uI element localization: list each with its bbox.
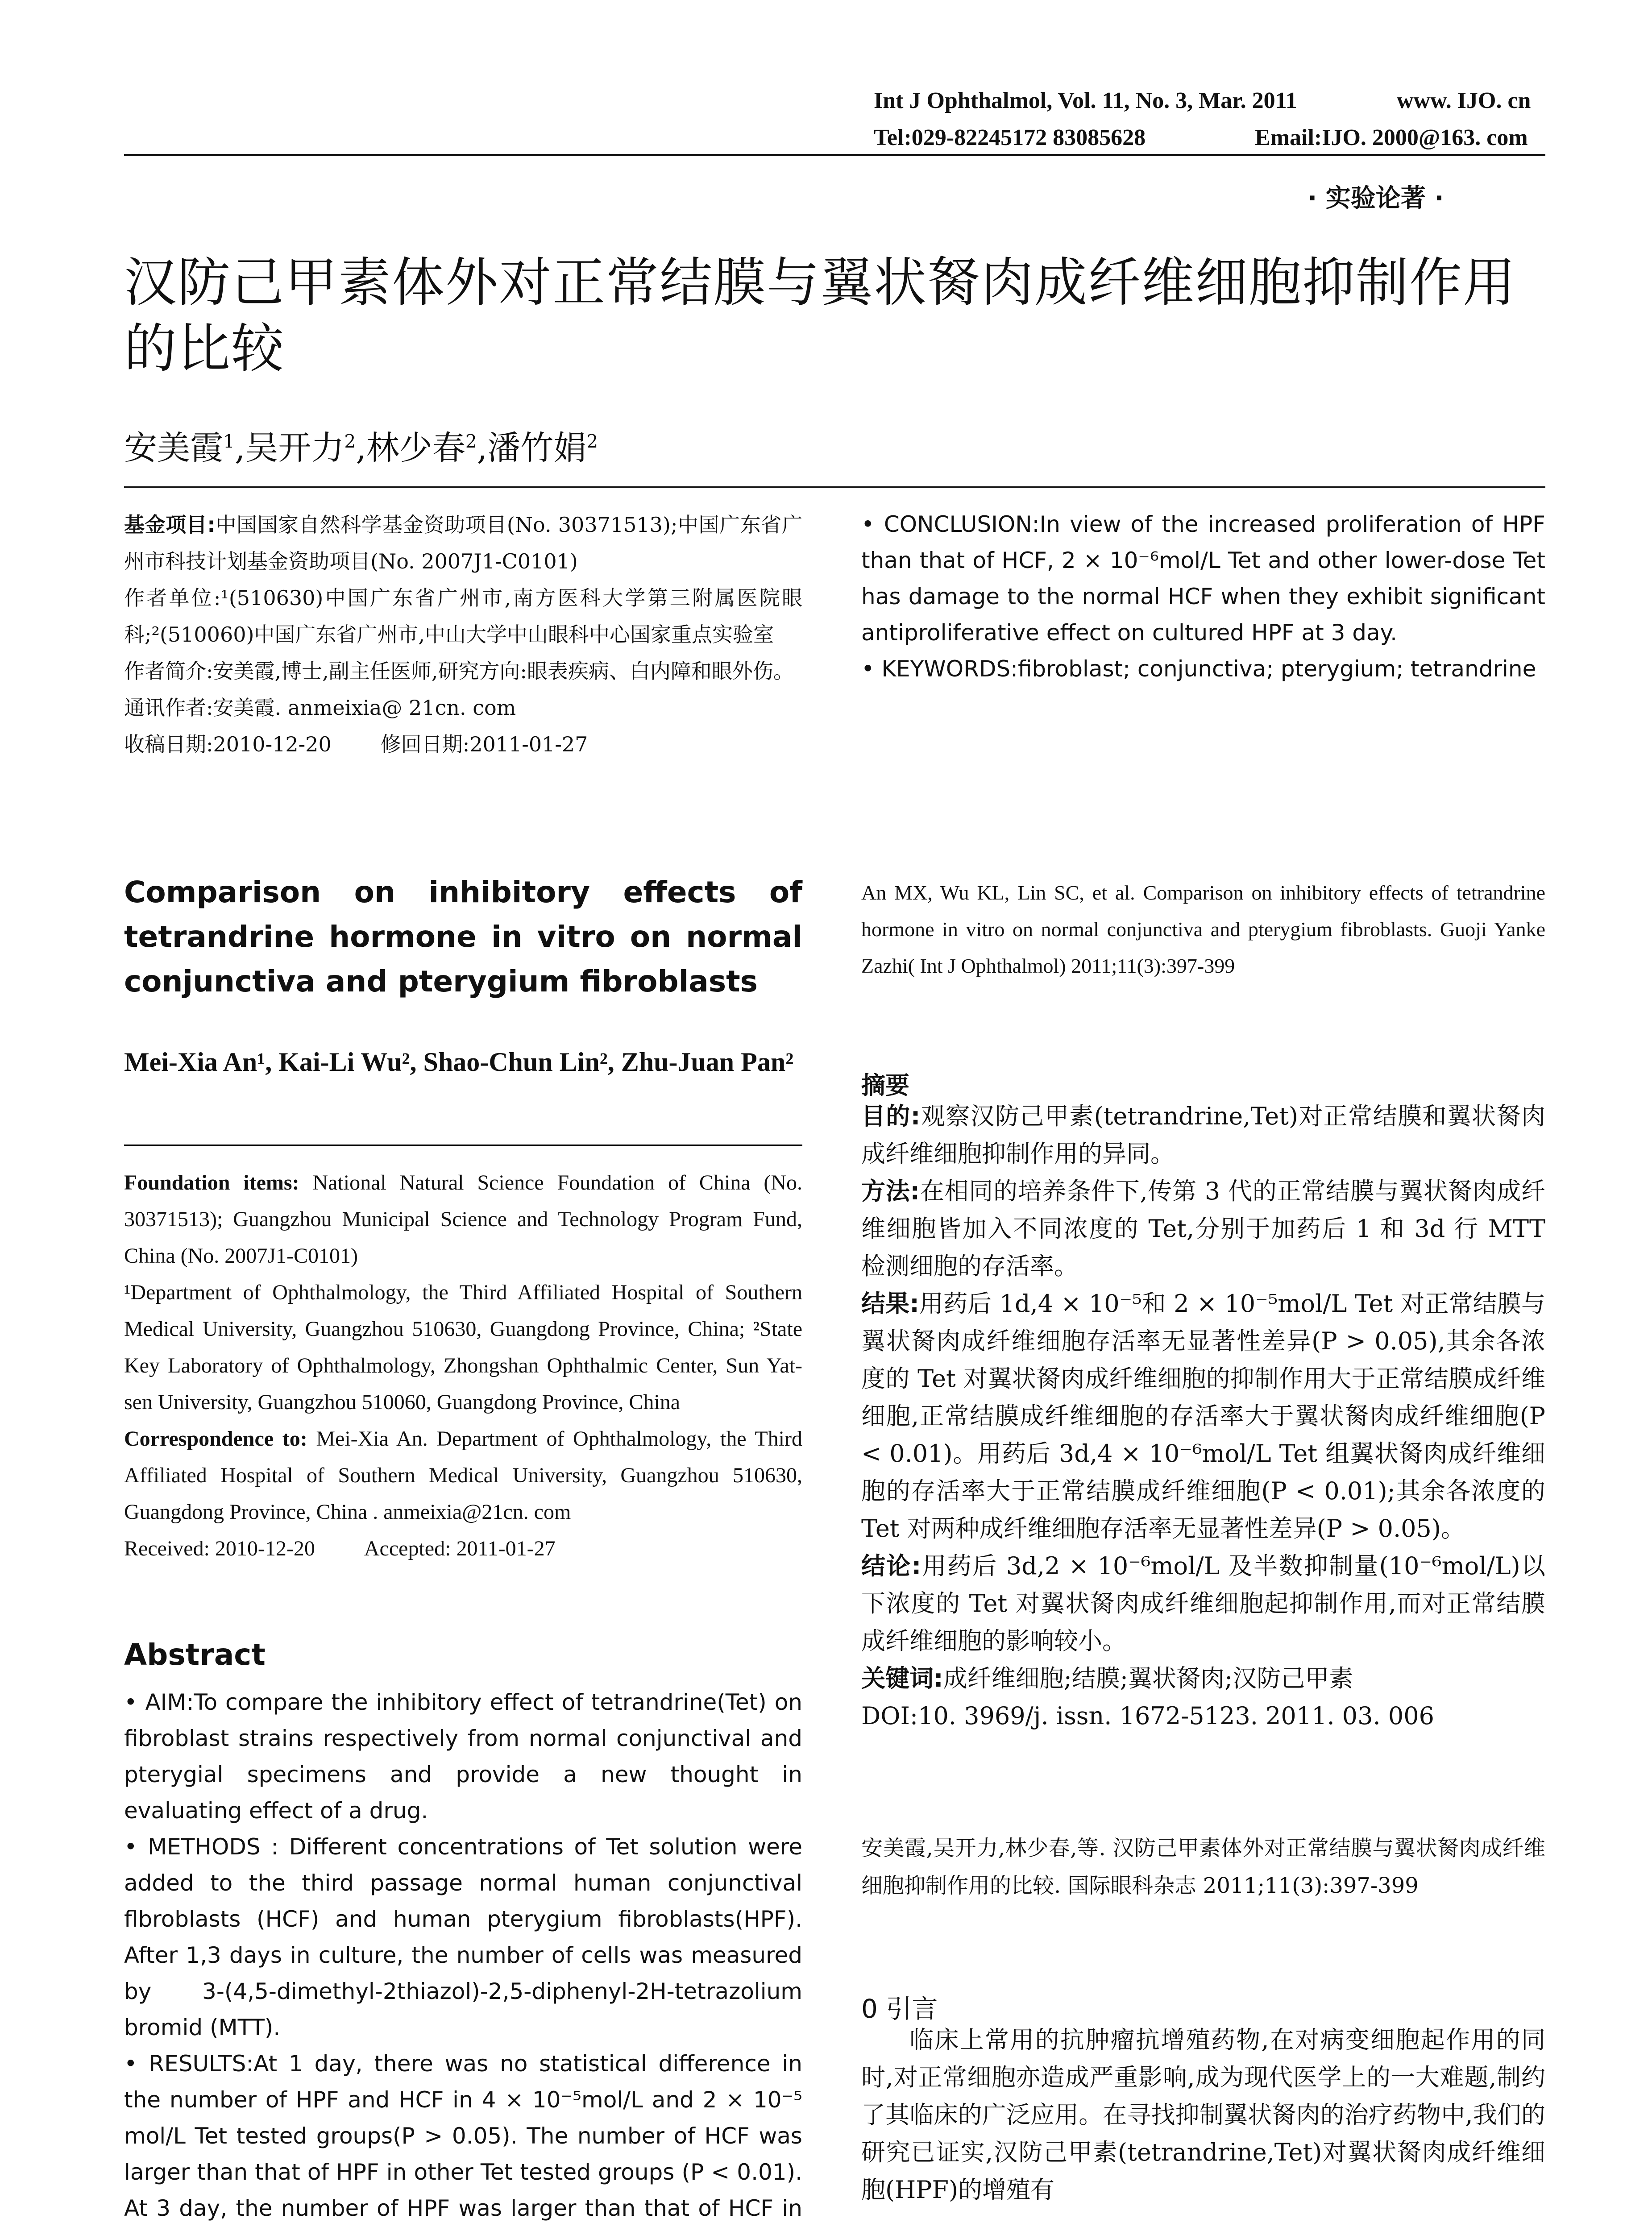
- aim-text: To compare the inhibitory effect of tetrandrine(Tet) on fibroblast strains respectively from normal conjunctival and pterygial specimens and provide a new thought in evaluating effect of a drug.: [124, 1689, 802, 1824]
- zh-aim-label: 目的:: [861, 1102, 921, 1130]
- zh-methods: [861, 1173, 1545, 1285]
- english-author-list: Mei-Xia An¹, Kai-Li Wu², Shao-Chun Lin², Zhu-Juan Pan²: [124, 1047, 794, 1077]
- author-list-cn: 安美霞$^1$,吴开力$^2$,林少春$^2$,潘竹娟$^2$: [124, 429, 598, 467]
- author-bio-text: 安美霞,博士,副主任医师,研究方向:眼表疾病、白内障和眼外伤。: [213, 659, 794, 683]
- english-title: Comparison on inhibitory effects of tetrandrine hormone in vitro on normal conjunctiva and pterygium fibroblasts: [124, 875, 802, 999]
- results-label: • RESULTS:: [124, 2051, 254, 2077]
- abstract-conclusion: [861, 506, 1545, 651]
- foundation-text: National Natural Science Foundation of China (No. 30371513); Guangzhou Municipal Science and Technology Program Fund, China (No. 2007J1-C0101): [124, 1171, 802, 1268]
- english-authors-rule: [124, 1145, 802, 1146]
- correspondence-note-cn: [124, 689, 802, 726]
- received-label-cn: 收稿日期:: [124, 732, 213, 756]
- doi-line: DOI:10. 3969/j. issn. 1672-5123. 2011. 03. 006: [861, 1702, 1434, 1730]
- english-front-matter: [124, 1165, 802, 1567]
- zh-aim: [861, 1098, 1545, 1173]
- correspondence-text-en: Mei-Xia An. Department of Ophthalmology, the Third Affiliated Hospital of Southern Medical University, Guangzhou 510630, Guangdong Province, China . anmeixia@21cn. com: [124, 1427, 803, 1524]
- abstract-results: [124, 2046, 802, 2231]
- zh-conclusion-text: 用药后 3d,2 × 10⁻⁶mol/L 及半数抑制量(10⁻⁶mol/L)以下浓度的 Tet 对翼状胬肉成纤维细胞起抑制作用,而对正常结膜成纤维细胞的影响较小。: [861, 1552, 1545, 1655]
- accepted-label-en: Accepted:: [364, 1537, 451, 1560]
- zh-methods-label: 方法:: [861, 1177, 920, 1205]
- citation-chinese: [861, 1829, 1545, 1904]
- abstract-aim: [124, 1684, 802, 1829]
- methods-text: Different concentrations of Tet solution were added to the third passage normal human conjunctival flbroblasts (HCF) and human pterygium fibroblasts(HPF). After 1,3 days in culture, the number of cells was measured by 3-(4,5-dimethyl-2thiazol)-2,5-diphenyl-2H-tetrazolium bromid (MTT).: [124, 1834, 802, 2040]
- zh-keywords: [861, 1660, 1545, 1697]
- received-date-cn: 2010-12-20: [213, 732, 332, 756]
- zh-keywords-text: 成纤维细胞;结膜;翼状胬肉;汉防己甲素: [943, 1664, 1353, 1692]
- abstract-body-right: [861, 506, 1545, 687]
- cn-front-matter: [124, 506, 802, 763]
- funding-note: [124, 506, 802, 580]
- received-date-en: 2010-12-20: [215, 1537, 315, 1560]
- abstract-body-left: [124, 1684, 802, 2231]
- author-name: 吴开力: [245, 429, 345, 467]
- author-bio-label: 作者简介:: [124, 659, 213, 683]
- header-rule: [124, 154, 1545, 156]
- methods-label: • METHODS :: [124, 1834, 279, 1860]
- dates-note-en: [124, 1530, 802, 1567]
- journal-telephone: Tel:029-82245172 83085628: [874, 125, 1146, 150]
- author-bio-note: [124, 653, 802, 689]
- foundation-label: Foundation items:: [124, 1171, 299, 1194]
- correspondence-label-cn: 通讯作者:: [124, 696, 213, 720]
- author-name: 安美霞: [124, 429, 223, 467]
- author-affiliation-mark: 2: [465, 431, 477, 452]
- intro-body: [861, 2021, 1545, 2209]
- revised-label-cn: 修回日期:: [380, 732, 470, 756]
- journal-citation-line: Int J Ophthalmol, Vol. 11, No. 3, Mar. 2011: [874, 88, 1297, 113]
- zh-aim-text: 观察汉防己甲素(tetrandrine,Tet)对正常结膜和翼状胬肉成纤维细胞抑制作用的异同。: [861, 1102, 1545, 1168]
- affiliation-text-en: ¹Department of Ophthalmology, the Third Affiliated Hospital of Southern Medical University, Guangzhou 510630, Guangdong Province, China; ²State Key Laboratory of Ophthalmology, Zhongshan Ophthalmic Center, Sun Yat-sen University, Guangzhou 510060, Guangdong Province, China: [124, 1281, 802, 1414]
- chinese-abstract-heading: 摘要: [861, 1071, 909, 1099]
- affiliation-note: [124, 580, 802, 653]
- title-rule: [124, 486, 1545, 488]
- correspondence-label-en: Correspondence to:: [124, 1427, 307, 1451]
- correspondence-note-en: [124, 1421, 802, 1530]
- abstract-methods: [124, 1829, 802, 2046]
- zh-results: [861, 1285, 1545, 1547]
- aim-label: • AIM:: [124, 1689, 194, 1715]
- funding-text: 中国国家自然科学基金资助项目(No. 30371513);中国广东省广州市科技计划基金资助项目(No. 2007J1-C0101): [124, 513, 802, 573]
- dates-note-cn: [124, 726, 802, 763]
- zh-conclusion-label: 结论:: [861, 1552, 921, 1580]
- keywords-label: • KEYWORDS:: [861, 656, 1018, 682]
- keywords-text: fibroblast; conjunctiva; pterygium; tetrandrine: [1017, 656, 1536, 682]
- foundation-note: [124, 1165, 802, 1274]
- accepted-date-en: 2011-01-27: [456, 1537, 556, 1560]
- zh-results-label: 结果:: [861, 1290, 919, 1318]
- citation-chinese-text: 安美霞,吴开力,林少春,等. 汉防己甲素体外对正常结膜与翼状胬肉成纤维细胞抑制作用的比较. 国际眼科杂志 2011;11(3):397-399: [861, 1836, 1545, 1898]
- received-label-en: Received:: [124, 1537, 210, 1560]
- citation-english: An MX, Wu KL, Lin SC, et al. Comparison on inhibitory effects of tetrandrine hormone in vitro on normal conjunctiva and pterygium fibroblasts. Guoji Yanke Zazhi( Int J Ophthalmol) 2011;11(3):397-399: [861, 881, 1545, 977]
- page-title: 汉防己甲素体外对正常结膜与翼状胬肉成纤维细胞抑制作用的比较: [124, 252, 1517, 379]
- affiliation-label: 作者单位:: [124, 586, 221, 610]
- author-affiliation-mark: 2: [344, 431, 356, 452]
- zh-results-text: 用药后 1d,4 × 10⁻⁵和 2 × 10⁻⁵mol/L Tet 对正常结膜与翼状胬肉成纤维细胞存活率无显著性差异(P > 0.05),其余各浓度的 Tet 对翼状胬肉成纤维细胞的抑制作用大于正常结膜成纤维细胞,正常结膜成纤维细胞的存活率大于翼状胬肉成纤维细胞(P < 0.01)。用药后 3d,4 × 10⁻⁶mol/L Tet 组翼状胬肉成纤维细胞的存活率大于正常结膜成纤维细胞(P < 0.01);其余各浓度的 Tet 对两种成纤维细胞存活率无显著性差异(P > 0.05)。: [861, 1290, 1545, 1543]
- zh-keywords-label: 关键词:: [861, 1664, 943, 1692]
- conclusion-label: • CONCLUSION:: [861, 511, 1040, 537]
- funding-label: 基金项目:: [124, 513, 216, 537]
- chinese-abstract-body: [861, 1098, 1545, 1735]
- author-affiliation-mark: 1: [223, 431, 235, 452]
- author-name: 潘竹娟: [487, 429, 587, 467]
- journal-website: www. IJO. cn: [1397, 88, 1531, 113]
- intro-heading: 0 引言: [861, 1994, 938, 2024]
- section-tag: · 实验论著 ·: [1307, 184, 1444, 213]
- revised-date-cn: 2011-01-27: [469, 732, 588, 756]
- correspondence-text-cn: 安美霞. anmeixia@ 21cn. com: [213, 696, 516, 720]
- results-text: At 1 day, there was no statistical difference in the number of HPF and HCF in 4 × 10⁻⁵mol/L and 2 × 10⁻⁵ mol/L Tet tested groups(P > 0.05). The number of HCF was larger than that of HPF in other Tet tested groups (P < 0.01). At 3 day, the number of HPF was larger than that of HCF in: [124, 2051, 802, 2221]
- zh-conclusion: [861, 1547, 1545, 1660]
- conclusion-text: In view of the increased proliferation of HPF than that of HCF, 2 × 10⁻⁶mol/L Tet and other lower-dose Tet has damage to the normal HCF when they exhibit significant antiproliferative effect on cultured HPF at 3 day.: [861, 511, 1545, 646]
- abstract-keywords: [861, 651, 1545, 687]
- affiliation-text: ¹(510630)中国广东省广州市,南方医科大学第三附属医院眼科;²(510060)中国广东省广州市,中山大学中山眼科中心国家重点实验室: [124, 586, 803, 647]
- zh-methods-text: 在相同的培养条件下,传第 3 代的正常结膜与翼状胬肉成纤维细胞皆加入不同浓度的 Tet,分别于加药后 1 和 3d 行 MTT 检测细胞的存活率。: [861, 1177, 1545, 1280]
- journal-email: Email:IJO. 2000@163. com: [1255, 125, 1528, 150]
- intro-paragraph: 临床上常用的抗肿瘤抗增殖药物,在对病变细胞起作用的同时,对正常细胞亦造成严重影响,成为现代医学上的一大难题,制约了其临床的广泛应用。在寻找抑制翼状胬肉的治疗药物中,我们的研究已证实,汉防己甲素(tetrandrine,Tet)对翼状胬肉成纤维细胞(HPF)的增殖有: [861, 2026, 1545, 2204]
- author-name: 林少春: [366, 429, 465, 467]
- author-affiliation-mark: 2: [586, 431, 598, 452]
- abstract-heading: Abstract: [124, 1638, 266, 1672]
